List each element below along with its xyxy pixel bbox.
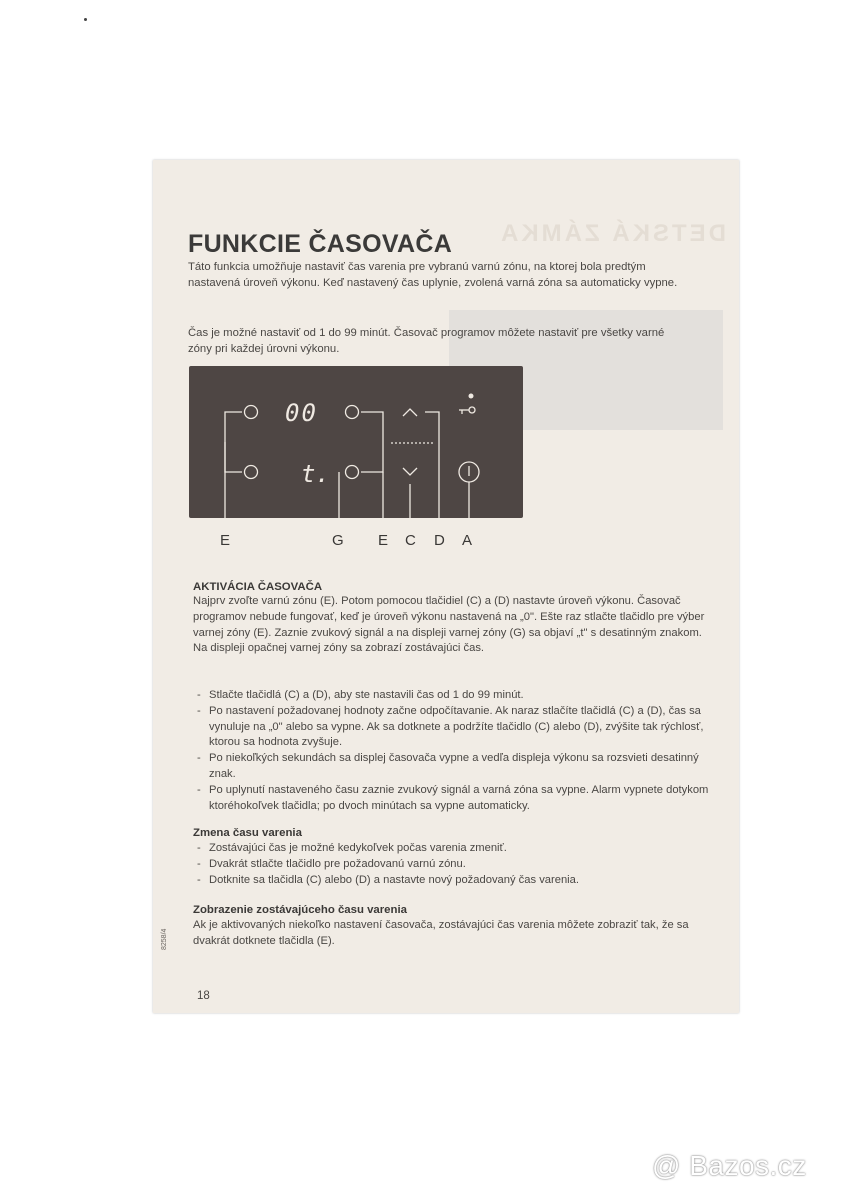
- page-number: 18: [197, 990, 210, 1002]
- list-item: - Po nastavení požadovanej hodnoty začne odpočítavanie. Ak naraz stlačíte tlačidlá (C) a (D), čas sa vynuluje na „0" alebo sa vypne. Ak sa dotknete a podržíte tlačidlo (C) alebo (D), zvýšite tak rýchlosť, ktorou sa hodnota zvyšuje.: [197, 704, 713, 751]
- timer-display-top: 00: [285, 399, 318, 427]
- list-item: - Po niekoľkých sekundách sa displej časovača vypne a vedľa displeja výkonu sa rozsvieti desatinný znak.: [197, 751, 713, 783]
- zone-button-bottom-right-icon: [346, 466, 359, 479]
- lock-indicator-dot: [469, 394, 474, 399]
- zone-button-top-right-icon: [346, 406, 359, 419]
- show-through-heading: DETSKÁ ZÁMKA: [498, 220, 726, 247]
- up-arrow-icon: [403, 409, 417, 416]
- change-time-list: [197, 841, 713, 888]
- manual-page: [153, 160, 739, 1013]
- activation-steps-list: [197, 688, 713, 814]
- zone-button-top-left-icon: [245, 406, 258, 419]
- remaining-time-paragraph: Ak je aktivovaných niekoľko nastavení časovača, zostávajúci čas varenia môžete zobraziť tak, že sa dvakrát dotknete tlačidla (E).: [193, 919, 689, 947]
- zone-button-bottom-left-icon: [245, 466, 258, 479]
- remaining-time-heading: Zobrazenie zostávajúceho času varenia: [193, 904, 407, 916]
- callout-label-g: G: [332, 532, 344, 549]
- side-print-code: 8258/4: [161, 928, 168, 950]
- intro-paragraph-2: Čas je možné nastaviť od 1 do 99 minút. Časovač programov môžete nastaviť pre všetky varné zóny pri každej úrovni výkonu.: [188, 327, 665, 355]
- list-item: - Dotknite sa tlačidla (C) alebo (D) a nastavte nový požadovaný čas varenia.: [197, 873, 713, 889]
- callout-label-a: A: [462, 532, 473, 549]
- callout-label-c: C: [405, 532, 416, 549]
- intro-paragraph: Táto funkcia umožňuje nastaviť čas varenia pre vybranú varnú zónu, na ktorej bola predtým nastavená úroveň výkonu. Keď nastavený čas uplynie, zvolená varná zóna sa automaticky vypne.: [188, 261, 678, 289]
- list-item: - Stlačte tlačidlá (C) a (D), aby ste nastavili čas od 1 do 99 minút.: [197, 688, 713, 704]
- down-arrow-icon: [403, 468, 417, 475]
- dust-speck: [84, 18, 87, 21]
- callout-label-e-left: E: [220, 532, 231, 549]
- activation-heading: AKTIVÁCIA ČASOVAČA: [193, 581, 323, 593]
- page-title: FUNKCIE ČASOVAČA: [188, 230, 453, 258]
- change-time-heading: Zmena času varenia: [193, 827, 302, 839]
- timer-display-bottom: t.: [301, 460, 330, 488]
- control-panel-drawing: [189, 366, 523, 518]
- list-item: - Dvakrát stlačte tlačidlo pre požadovanú varnú zónu.: [197, 857, 713, 873]
- key-lock-icon: [469, 407, 475, 413]
- activation-paragraph: Najprv zvoľte varnú zónu (E). Potom pomocou tlačidiel (C) a (D) nastavte úroveň výkonu. Časovač programov nebude fungovať, keď je úroveň výkonu nastavená na „0". Ešte raz stlačte tlačidlo pre výber varnej zóny (E). Zaznie zvukový signál a na displeji varnej zóny (G) sa objaví „t" s desatinným znakom. Na displeji opačnej varnej zóny sa zobrazí zostávajúci čas.: [193, 595, 705, 655]
- site-watermark: @ Bazos.cz: [652, 1150, 807, 1181]
- callout-label-e-right: E: [378, 532, 389, 549]
- list-item: - Po uplynutí nastaveného času zaznie zvukový signál a varná zóna sa vypne. Alarm vypnete dotykom ktoréhokoľvek tlačidla; po dvoch minútach sa vypne automaticky.: [197, 783, 713, 815]
- panel-callout-labels: [153, 532, 739, 554]
- list-item: - Zostávajúci čas je možné kedykoľvek počas varenia zmeniť.: [197, 841, 713, 857]
- control-panel-illustration: [189, 366, 523, 518]
- callout-label-d: D: [434, 532, 445, 549]
